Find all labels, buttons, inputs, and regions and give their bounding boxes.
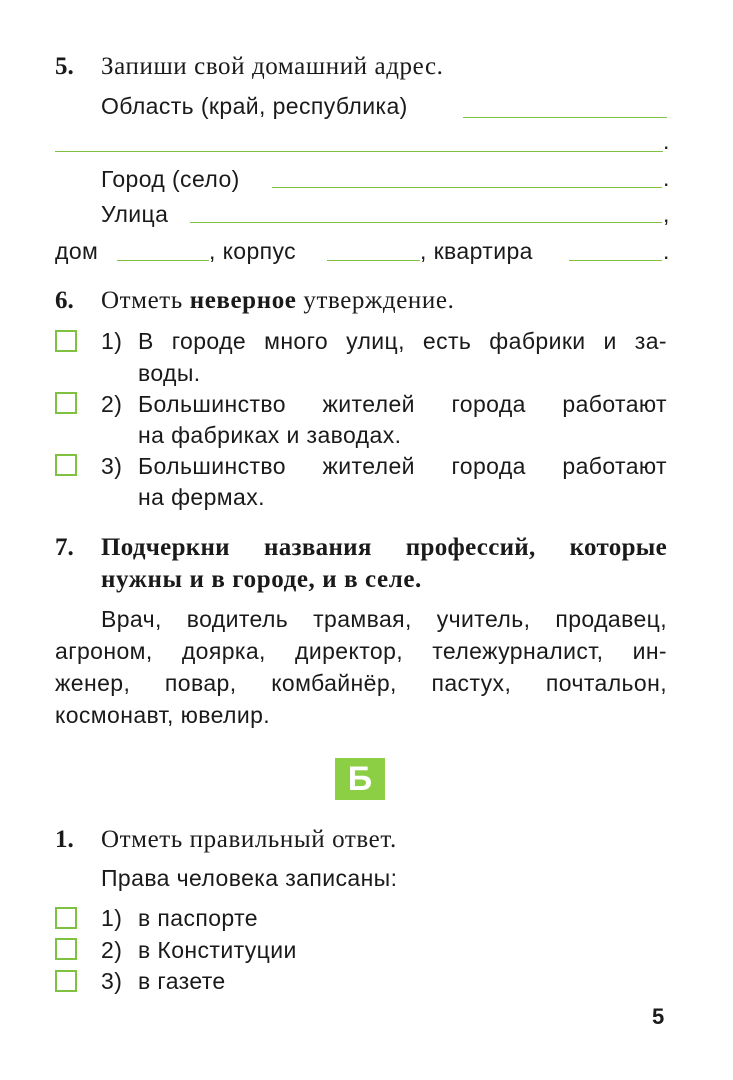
apartment-input-line[interactable] bbox=[569, 260, 662, 261]
taskB1-title: Отметь правильный ответ. bbox=[101, 826, 397, 853]
task7-number: 7. bbox=[55, 534, 74, 561]
taskB1-prompt: Права человека записаны: bbox=[101, 865, 398, 891]
option-number: 2) bbox=[101, 391, 123, 417]
period: . bbox=[663, 128, 670, 154]
option-text: Большинство жителей города работают bbox=[138, 453, 667, 479]
option-number: 1) bbox=[101, 328, 123, 354]
option-text: в паспорте bbox=[138, 905, 258, 931]
period: . bbox=[663, 165, 670, 191]
option-text: на фабриках и заводах. bbox=[138, 422, 402, 448]
checkbox-answer-3[interactable] bbox=[55, 970, 77, 992]
option-number: 2) bbox=[101, 937, 123, 963]
professions-text: Врач, водитель трамвая, учитель, продавец, bbox=[101, 606, 667, 632]
house-label: дом bbox=[55, 238, 99, 264]
option-text: в Конституции bbox=[138, 937, 297, 963]
apartment-label: , квартира bbox=[420, 238, 533, 264]
section-badge: Б bbox=[335, 758, 385, 800]
task5-number: 5. bbox=[55, 53, 74, 80]
option-text: В городе много улиц, есть фабрики и за- bbox=[138, 328, 667, 354]
city-input-line[interactable] bbox=[272, 187, 662, 188]
taskB1-number: 1. bbox=[55, 826, 74, 853]
period: . bbox=[663, 238, 670, 264]
task7-title: нужны и в городе, и в селе. bbox=[101, 566, 422, 593]
house-input-line[interactable] bbox=[117, 260, 209, 261]
task6-title-bold: неверное bbox=[189, 287, 297, 314]
task6-title-part: Отметь bbox=[101, 287, 190, 314]
region-input-line-2[interactable] bbox=[55, 151, 663, 152]
option-text: в газете bbox=[138, 968, 226, 994]
option-text: Большинство жителей города работают bbox=[138, 391, 667, 417]
professions-text: космонавт, ювелир. bbox=[55, 702, 271, 728]
task5-title: Запиши свой домашний адрес. bbox=[101, 53, 444, 80]
option-number: 1) bbox=[101, 905, 123, 931]
building-label: , корпус bbox=[209, 238, 297, 264]
professions-text: женер, повар, комбайнёр, пастух, почтальон, bbox=[55, 670, 667, 696]
building-input-line[interactable] bbox=[327, 260, 420, 261]
option-text: воды. bbox=[138, 360, 201, 386]
task6-title bbox=[101, 287, 454, 315]
region-input-line[interactable] bbox=[463, 117, 667, 118]
option-number: 3) bbox=[101, 968, 123, 994]
option-number: 3) bbox=[101, 453, 123, 479]
street-label: Улица bbox=[101, 201, 169, 227]
option-text: на фермах. bbox=[138, 484, 265, 510]
task6-number: 6. bbox=[55, 287, 74, 314]
checkbox-answer-2[interactable] bbox=[55, 938, 77, 960]
task6-title-part: утверждение. bbox=[296, 287, 455, 314]
city-label: Город (село) bbox=[101, 166, 240, 192]
professions-text: агроном, доярка, директор, тележурналист, ин- bbox=[55, 638, 667, 664]
checkbox-option-1[interactable] bbox=[55, 330, 77, 352]
checkbox-option-3[interactable] bbox=[55, 454, 77, 476]
region-label: Область (край, республика) bbox=[101, 93, 408, 119]
checkbox-answer-1[interactable] bbox=[55, 907, 77, 929]
task7-title: Подчеркни названия профессий, которые bbox=[101, 534, 667, 561]
comma: , bbox=[663, 201, 670, 227]
checkbox-option-2[interactable] bbox=[55, 392, 77, 414]
street-input-line[interactable] bbox=[190, 222, 662, 223]
page-number: 5 bbox=[652, 1004, 665, 1029]
